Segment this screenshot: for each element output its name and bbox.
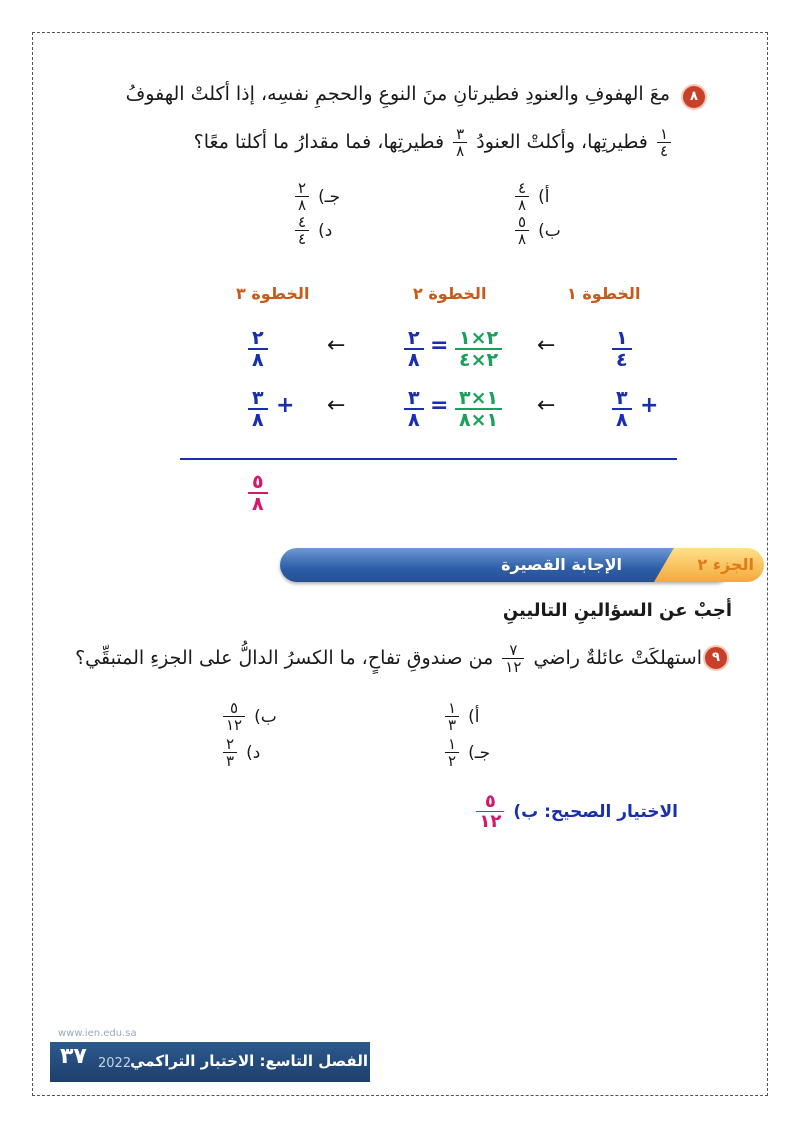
row2-step1-plus: +	[640, 393, 659, 418]
row2-step1-fraction: ٣ ٨	[612, 388, 632, 430]
q8-option-b[interactable]: ب) $\frac{٥}{٨}$	[512, 214, 561, 247]
row2-equals: =	[430, 393, 449, 418]
fraction-one-quarter: $\frac{١}{٤}$	[657, 126, 671, 159]
row1-step2-fraction: ٢ ٨	[404, 328, 424, 370]
q8-option-c[interactable]: جـ) $\frac{٢}{٨}$	[292, 180, 340, 213]
row2-step2-fraction: ٣ ٨	[404, 388, 424, 430]
row1-arrow-2: ←	[327, 333, 346, 358]
question-9-text: استهلكَتْ عائلةٌ راضي $\frac{٧}{١٢}$ من صندوقِ تفاحٍ، ما الكسرُ الدالُّ على الجزءِ المتبقِّي؟	[75, 641, 702, 676]
row2-arrow-1: ←	[537, 393, 556, 418]
q9-option-c[interactable]: جـ) $\frac{١}{٢}$	[442, 736, 490, 769]
row1-arrow-1: ←	[537, 333, 556, 358]
row1-equals: =	[430, 333, 449, 358]
question-9-badge: ٩	[705, 647, 727, 669]
footer-year: 2022	[98, 1056, 132, 1071]
row1-multiply-fraction: ٢×١ ٢×٤	[455, 328, 502, 370]
step-2-heading: الخطوة ٢	[413, 284, 487, 303]
q9-option-b[interactable]: ب) $\frac{٥}{١٢}$	[220, 700, 277, 733]
step-3-heading: الخطوة ٣	[236, 284, 310, 303]
section-instruction: أجبْ عن السؤالينِ التاليينِ	[502, 600, 732, 621]
row2-arrow-2: ←	[327, 393, 346, 418]
q9-answer: الاختيار الصحيح: ب) $\frac{٥}{١٢}$	[473, 792, 678, 831]
q8-option-a[interactable]: أ) $\frac{٤}{٨}$	[512, 180, 549, 213]
fraction-three-eighths: $\frac{٣}{٨}$	[453, 126, 467, 159]
row1-step3-fraction: ٢ ٨	[248, 328, 268, 370]
q8-option-d[interactable]: د) $\frac{٤}{٤}$	[292, 214, 332, 247]
footer-watermark: www.ien.edu.sa	[58, 1028, 137, 1039]
section-title: الإجابة القصيرة	[501, 555, 622, 574]
sum-line	[180, 458, 677, 460]
question-8-line1: معَ الهفوفِ والعنودِ فطيرتانِ منَ النوعِ والحجمِ نفسِه، إذا أكلتْ الهفوفُ	[125, 83, 670, 105]
q9-option-a[interactable]: أ) $\frac{١}{٣}$	[442, 700, 479, 733]
section-part-label: الجزء ٢	[697, 555, 754, 574]
row1-step1-fraction: ١ ٤	[612, 328, 632, 370]
q9-option-d[interactable]: د) $\frac{٢}{٣}$	[220, 736, 260, 769]
result-fraction: ٥ ٨	[248, 472, 268, 514]
fraction-seven-twelfths: $\frac{٧}{١٢}$	[502, 642, 524, 675]
question-8-badge: ٨	[683, 86, 705, 108]
question-8-line2: $\frac{١}{٤}$ فطيرتِها، وأكلتْ العنودُ $\frac{٣}{٨}$ فطيرتِها، فما مقدارُ ما أكلتا معًا؟	[74, 124, 674, 160]
row2-multiply-fraction: ١×٣ ١×٨	[455, 388, 502, 430]
page-number: ٣٧	[60, 1044, 87, 1069]
row2-step3-plus: +	[276, 393, 295, 418]
step-1-heading: الخطوة ١	[567, 284, 641, 303]
row2-step3-fraction: ٣ ٨	[248, 388, 268, 430]
footer-chapter: الفصل التاسع: الاختبار التراكمي	[130, 1052, 368, 1070]
